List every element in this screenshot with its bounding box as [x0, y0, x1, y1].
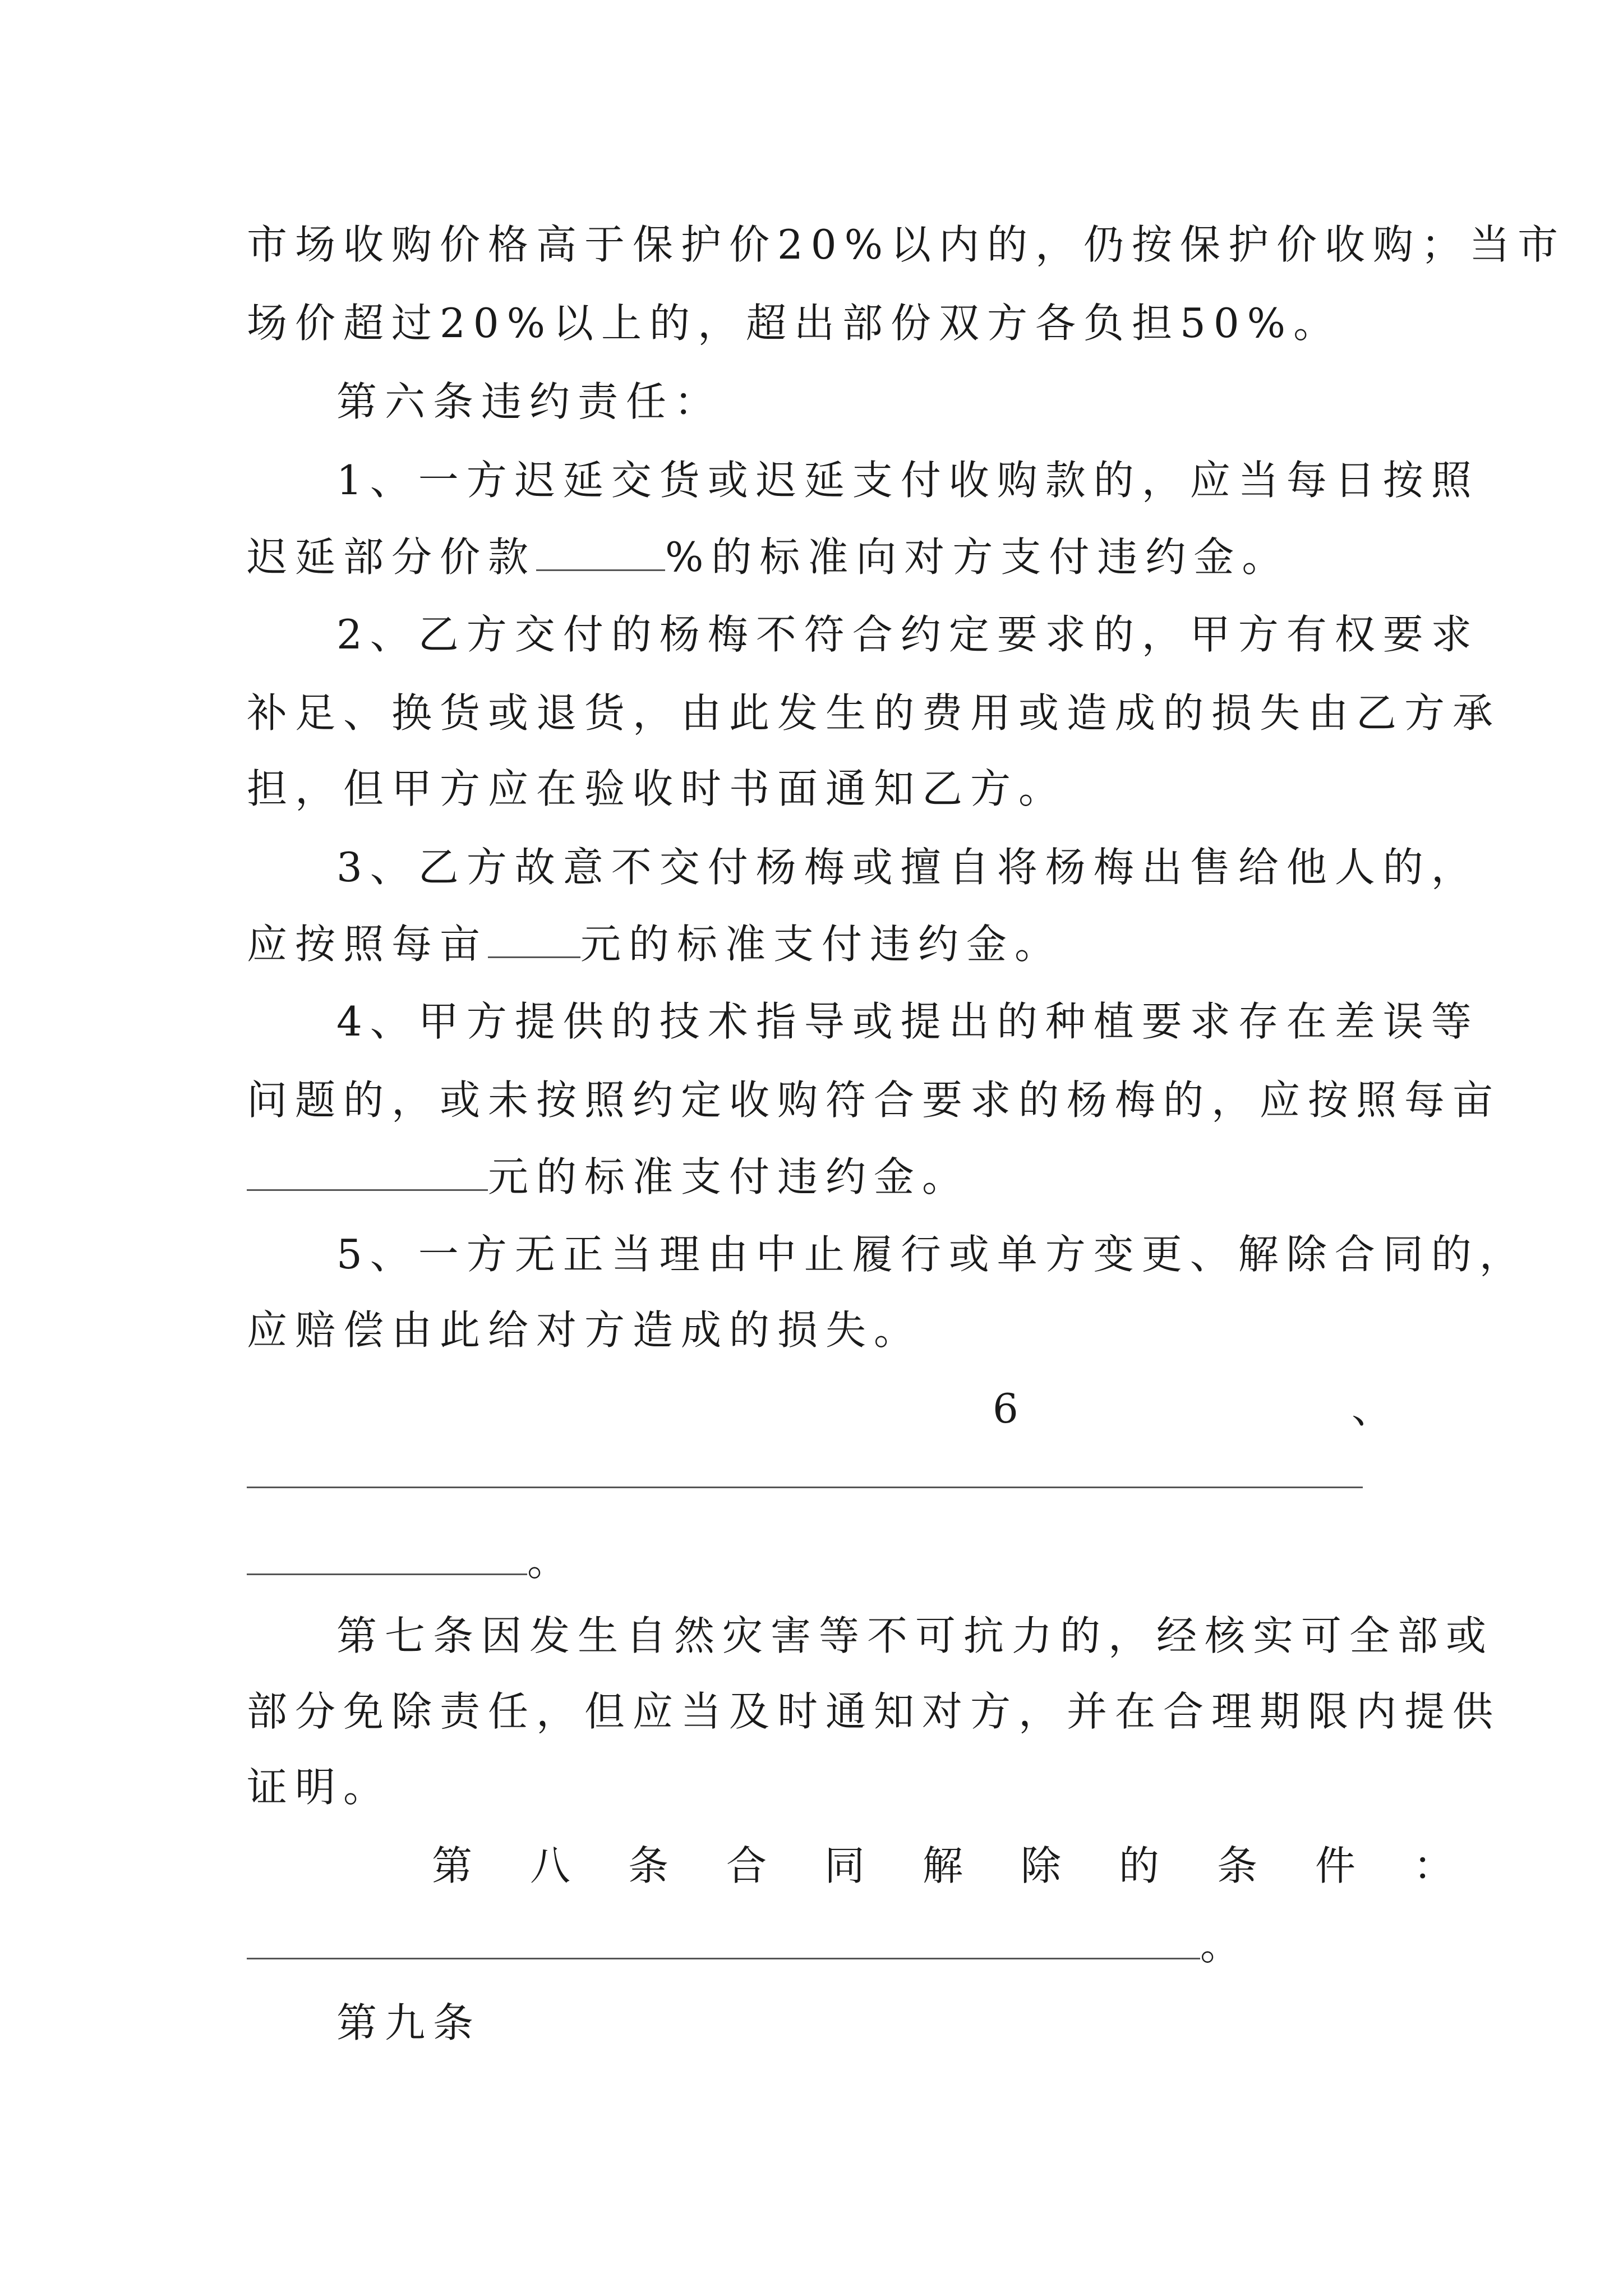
- text-line: 第七条因发生自然灾害等不可抗力的，经核实可全部或: [336, 1612, 1495, 1659]
- text-line: 3、乙方故意不交付杨梅或擅自将杨梅出售给他人的，: [336, 844, 1479, 891]
- blank-field: [247, 1156, 488, 1191]
- text-fragment: 应按照每亩: [247, 921, 488, 968]
- text-line: 补足、换货或退货，由此发生的费用或造成的损失由乙方承: [247, 689, 1501, 737]
- text-line: 担，但甲方应在验收时书面通知乙方。: [247, 765, 1067, 812]
- text-fragment: 迟延部分价款: [247, 533, 537, 581]
- text-fragment: 元的标准支付违约金。: [580, 921, 1063, 968]
- text-line: 证明。: [247, 1764, 392, 1811]
- text-line: 1、一方迟延交货或迟延支付收购款的，应当每日按照: [336, 457, 1479, 504]
- punctuation: 、: [1352, 1385, 1400, 1432]
- blank-field: [488, 923, 580, 958]
- text-line: [247, 921, 1063, 968]
- text-line: [247, 1153, 971, 1200]
- article-9-heading: 第九条: [336, 1999, 482, 2046]
- text-line: 4、甲方提供的技术指导或提出的种植要求存在差误等: [336, 998, 1479, 1045]
- text-fragment: 。: [527, 1538, 576, 1585]
- text-line: 市场收购价格高于保护价20%以内的，仍按保护价收购；当市: [247, 221, 1566, 268]
- blank-field: [247, 1540, 527, 1575]
- text-line: [247, 533, 1290, 581]
- blank-field: [536, 536, 665, 571]
- text-line: 问题的，或未按照约定收购符合要求的杨梅的，应按照每亩: [247, 1076, 1501, 1124]
- text-line: [247, 1538, 576, 1585]
- text-line: [247, 1922, 1249, 1969]
- text-line: 场价超过20%以上的，超出部份双方各负担50%。: [247, 300, 1342, 347]
- text-line: 部分免除责任，但应当及时通知对方，并在合理期限内提供: [247, 1688, 1501, 1735]
- text-fragment: 元的标准支付违约金。: [488, 1153, 971, 1200]
- text-line: 应赔偿由此给对方造成的损失。: [247, 1306, 923, 1354]
- text-line: 2、乙方交付的杨梅不符合约定要求的，甲方有权要求: [336, 611, 1479, 658]
- text-line: 5、一方无正当理由中止履行或单方变更、解除合同的，: [336, 1231, 1528, 1278]
- blank-field: [247, 1924, 1200, 1959]
- blank-field: [247, 1487, 1363, 1488]
- article-8-heading: 第八条合同解除的条件：: [432, 1842, 1512, 1889]
- article-6-heading: 第六条违约责任：: [336, 378, 723, 425]
- item-number: 6: [993, 1385, 1026, 1432]
- text-fragment: %的标准向对方支付违约金。: [665, 533, 1290, 581]
- text-fragment: 。: [1200, 1922, 1249, 1969]
